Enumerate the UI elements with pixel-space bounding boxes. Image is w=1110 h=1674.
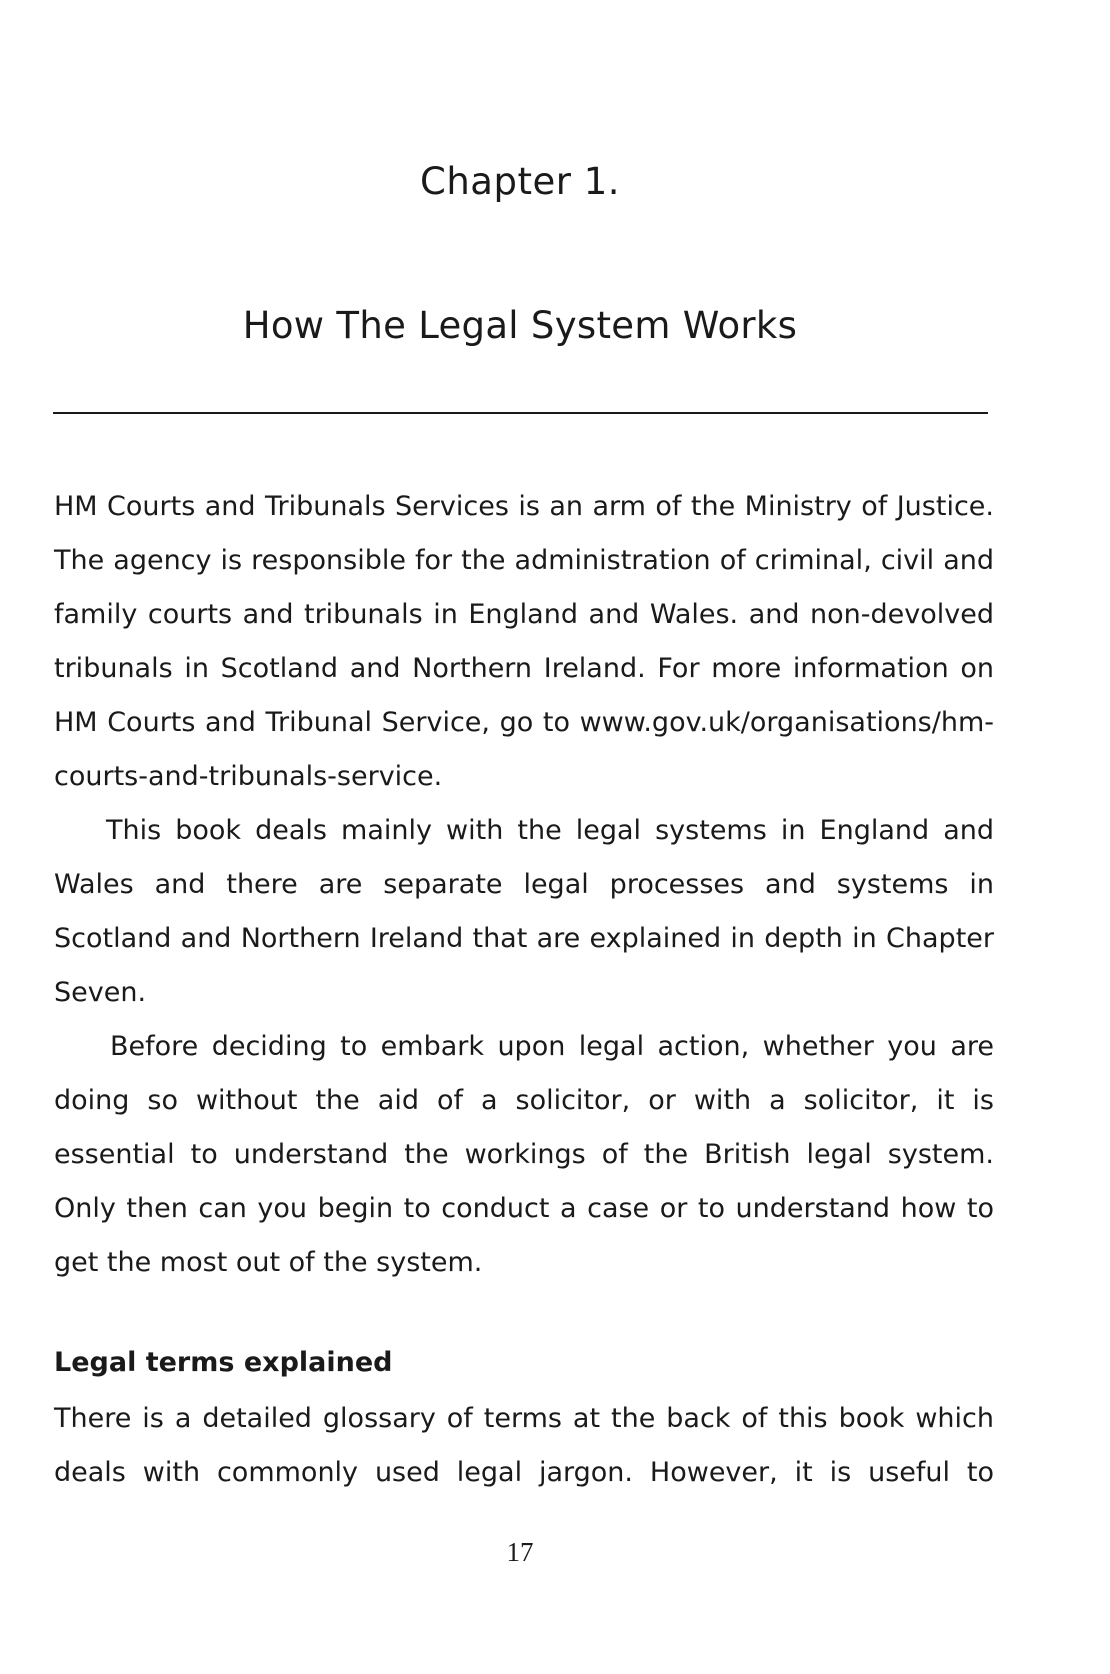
paragraph-scope: This book deals mainly with the legal systems in England and Wales and there are separate legal processes and systems in Scotland and Northern Ireland that are explained in depth in Chapter Seven. bbox=[54, 815, 994, 1008]
paragraph-intro: HM Courts and Tribunals Services is an arm of the Ministry of Justice. The agency is responsible for the administration of criminal, civil and family courts and tribunals in England and Wales. and non-devolved tribunals in Scotland and Northern Ireland. For more information on HM Courts and Tribunal Service, go to www.gov.uk/organisations/hm-courts-and-tribunals-service. bbox=[54, 491, 994, 792]
section-paragraph: There is a detailed glossary of terms at the back of this book which deals with commonly used legal jargon. However, it is useful to bbox=[54, 1403, 994, 1488]
paragraph-before-action: Before deciding to embark upon legal action, whether you are doing so without the aid of a solicitor, or with a solicitor, it is essential to understand the workings of the British legal system. Only then can you begin to conduct a case or to understand how to get the most out of the system. bbox=[54, 1031, 994, 1278]
page-number: 17 bbox=[506, 1537, 534, 1567]
title-divider bbox=[53, 412, 988, 414]
section-heading: Legal terms explained bbox=[54, 1347, 393, 1378]
body-text bbox=[54, 480, 994, 1290]
chapter-title: How The Legal System Works bbox=[242, 304, 798, 347]
chapter-label: Chapter 1. bbox=[420, 160, 620, 203]
